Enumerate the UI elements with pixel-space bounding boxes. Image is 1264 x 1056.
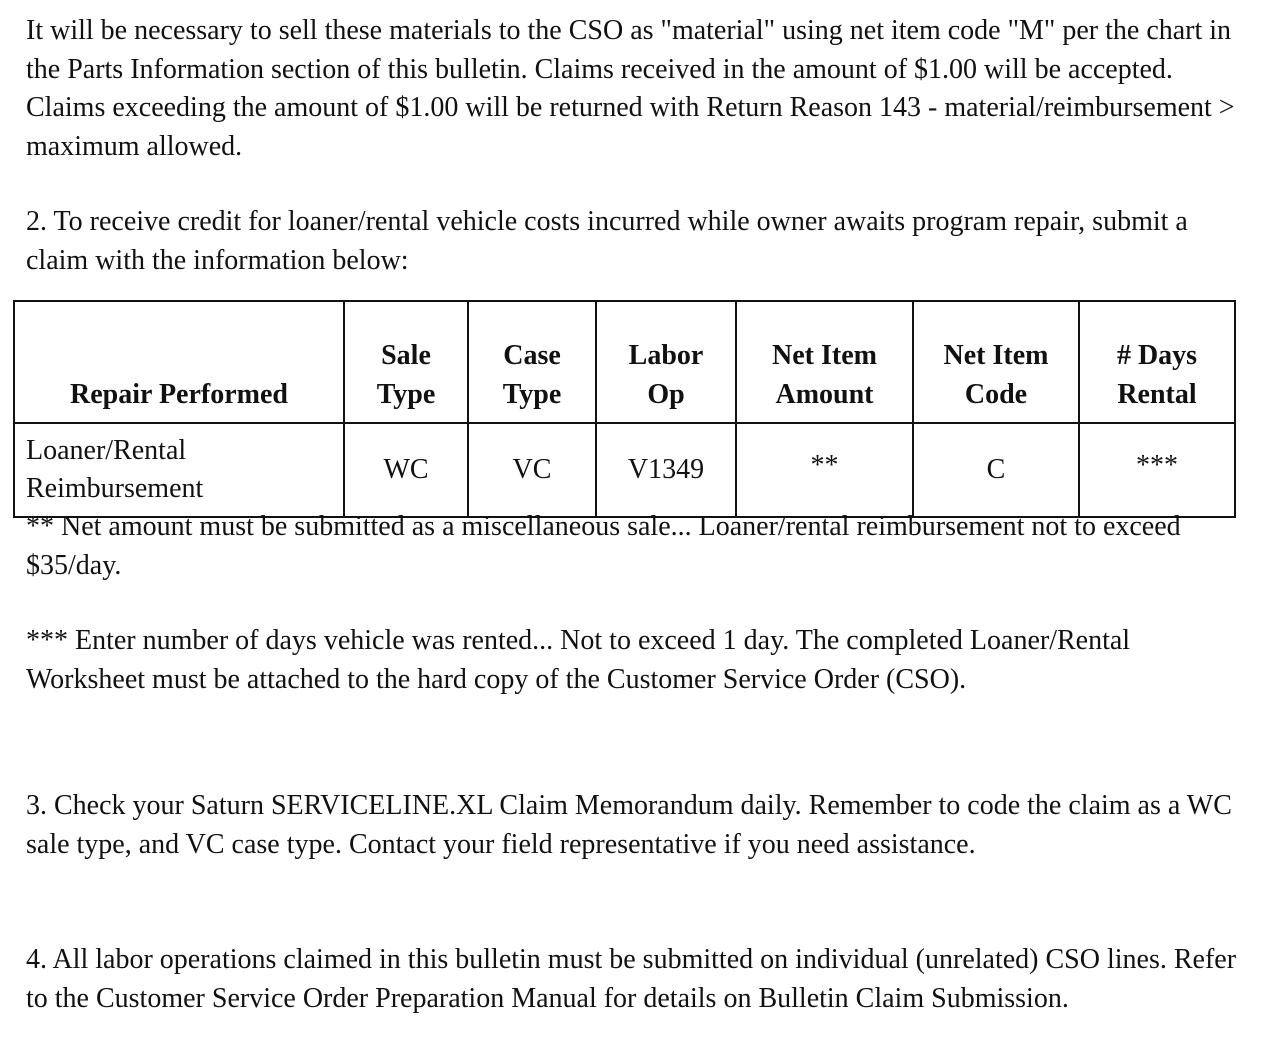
cell-case-type: VC xyxy=(468,423,596,517)
header-text: Net Item xyxy=(943,340,1049,371)
cell-text: Reimbursement xyxy=(26,473,204,504)
paragraph-labor-operations: 4. All labor operations claimed in this bulletin must be submitted on individual (unrelated) CSO lines. Refer to the Customer Service Order Preparation Manual for details on Bulletin Claim Submission. xyxy=(26,944,1237,1014)
cell-repair-performed xyxy=(14,423,344,517)
header-text: Case xyxy=(503,340,561,371)
footnote-net-amount: ** Net amount must be submitted as a miscellaneous sale... Loaner/rental reimbursement not to exceed $35/day. xyxy=(26,511,1181,581)
claim-info-table xyxy=(13,300,1236,518)
cell-net-item-code: C xyxy=(913,423,1079,517)
header-text: Labor xyxy=(628,340,704,371)
header-text: Repair Performed xyxy=(70,378,288,410)
table-row xyxy=(14,423,1235,517)
paragraph-check-memorandum: 3. Check your Saturn SERVICELINE.XL Claim Memorandum daily. Remember to code the claim as a WC sale type, and VC case type. Contact your field representative if you need assistance. xyxy=(26,790,1232,860)
header-case-type xyxy=(468,301,596,423)
paragraph-material-claims: It will be necessary to sell these materials to the CSO as "material" using net item code "M" per the chart in the Parts Information section of this bulletin. Claims received in the amount of $1.00 will be accepted. Claims exceeding the amount of $1.00 will be returned with Return Reason 143 - material/reimbursement > maximum allowed. xyxy=(26,15,1235,162)
footnote-days-rental: *** Enter number of days vehicle was rented... Not to exceed 1 day. The completed Loaner/Rental Worksheet must be attached to the hard copy of the Customer Service Order (CSO). xyxy=(26,625,1131,695)
header-labor-op xyxy=(596,301,736,423)
header-text: Amount xyxy=(775,378,874,410)
header-text: # Days xyxy=(1116,340,1198,371)
header-text: Net Item xyxy=(772,340,877,371)
header-days-rental xyxy=(1079,301,1235,423)
header-repair-performed xyxy=(14,301,344,423)
header-text: Type xyxy=(502,378,562,410)
cell-net-item-amount: ** xyxy=(736,423,913,517)
cell-labor-op: V1349 xyxy=(596,423,736,517)
header-text: Sale xyxy=(381,340,431,371)
header-sale-type xyxy=(344,301,468,423)
header-net-item-code xyxy=(913,301,1079,423)
header-text: Rental xyxy=(1117,378,1197,410)
header-text: Code xyxy=(964,378,1028,410)
cell-sale-type: WC xyxy=(344,423,468,517)
cell-days-rental: *** xyxy=(1079,423,1235,517)
header-text: Type xyxy=(376,378,436,410)
header-net-item-amount xyxy=(736,301,913,423)
header-text: Op xyxy=(647,378,685,410)
paragraph-loaner-rental-credit: 2. To receive credit for loaner/rental vehicle costs incurred while owner awaits program repair, submit a claim with the information below: xyxy=(26,206,1188,276)
table-header-row xyxy=(14,301,1235,423)
cell-text: Loaner/Rental xyxy=(26,434,187,466)
